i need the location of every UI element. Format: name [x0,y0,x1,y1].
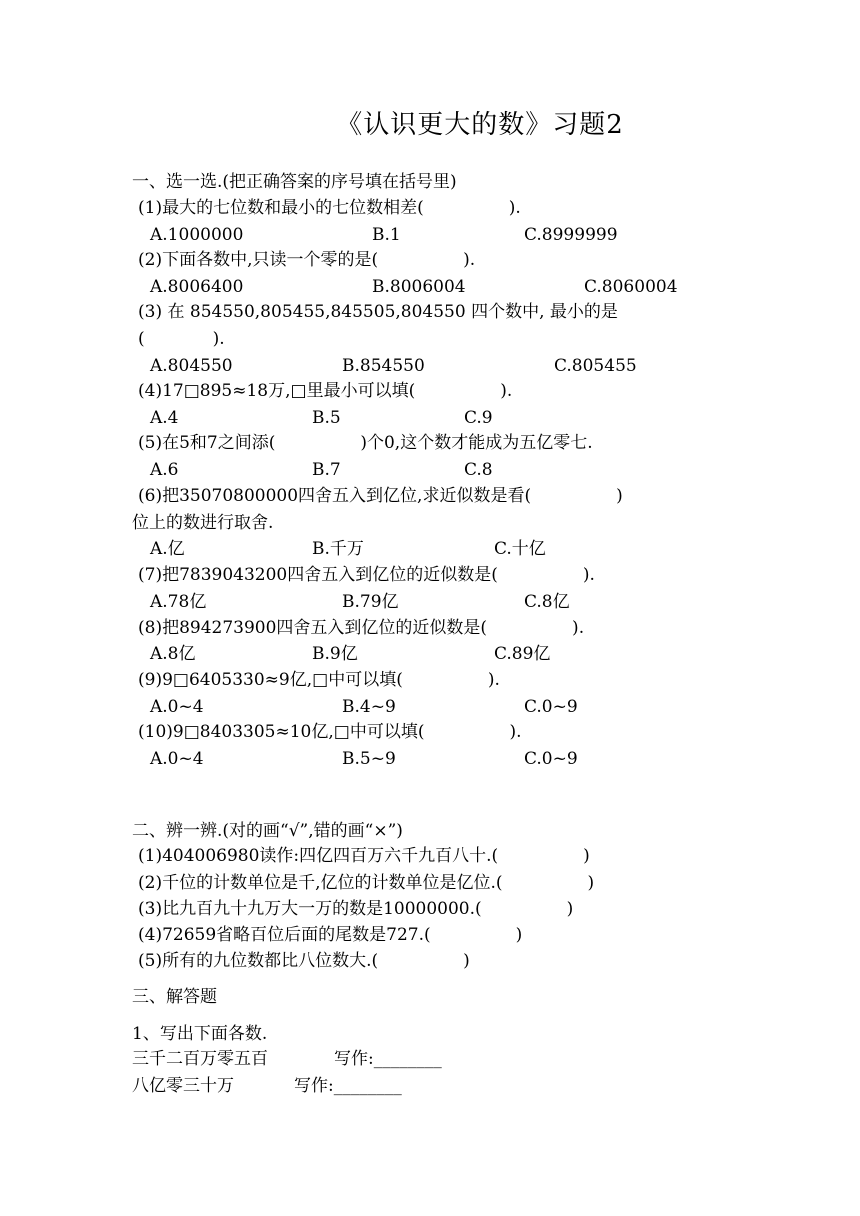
judge-item-1: (1)404006980读作:四亿四百万六千九百八十.( ) [138,846,590,866]
question-6-option-b: B.千万 [312,539,364,559]
judge-item-5: (5)所有的九位数都比八位数大.( ) [138,951,470,971]
question-5-stem: (5)在5和7之间添( )个0,这个数才能成为五亿零七. [138,433,593,453]
section3-question-1: 1、写出下面各数. [132,1024,268,1044]
question-10-option-b: B.5~9 [342,749,396,769]
question-10-option-c: C.0~9 [524,749,578,769]
question-8-option-c: C.89亿 [494,644,551,664]
question-8-stem: (8)把894273900四舍五入到亿位的近似数是( ). [138,618,585,638]
question-4-option-c: C.9 [464,408,493,428]
question-5-option-b: B.7 [312,460,341,480]
question-7-option-a: A.78亿 [150,592,207,612]
question-8-option-b: B.9亿 [312,644,358,664]
question-3-stem: (3) 在 854550,805455,845505,804550 四个数中, 最小的是 [138,302,618,322]
section1-heading: 一、选一选.(把正确答案的序号填在括号里) [132,172,457,192]
section3-heading: 三、解答题 [132,987,217,1007]
question-2-option-c: C.8060004 [584,277,678,297]
number-words-2: 八亿零三十万 [132,1076,234,1096]
number-words-1: 三千二百万零五百 [132,1049,268,1069]
question-2-stem: (2)下面各数中,只读一个零的是( ). [138,250,476,270]
question-9-option-a: A.0~4 [150,697,204,717]
question-4-stem: (4)17□895≈18万,□里最小可以填( ). [138,381,513,401]
question-1-option-b: B.1 [372,225,401,245]
question-3-stem-continued: ( ). [138,329,225,349]
question-6-stem-continued: 位上的数进行取舍. [132,513,274,533]
question-7-option-b: B.79亿 [342,592,399,612]
question-9-option-b: B.4~9 [342,697,396,717]
question-9-option-c: C.0~9 [524,697,578,717]
question-7-stem: (7)把7839043200四舍五入到亿位的近似数是( ). [138,565,595,585]
question-2-option-a: A.8006400 [150,277,244,297]
question-6-stem: (6)把35070800000四舍五入到亿位,求近似数是看( ) [138,486,623,506]
question-6-option-a: A.亿 [150,539,185,559]
question-10-stem: (10)9□8403305≈10亿,□中可以填( ). [138,722,522,742]
question-5-option-c: C.8 [464,460,493,480]
write-blank-1: 写作:________ [334,1049,442,1069]
question-1-stem: (1)最大的七位数和最小的七位数相差( ). [138,198,521,218]
judge-item-3: (3)比九百九十九万大一万的数是10000000.( ) [138,899,574,919]
write-blank-2: 写作:________ [294,1076,402,1096]
question-9-stem: (9)9□6405330≈9亿,□中可以填( ). [138,670,500,690]
judge-item-2: (2)千位的计数单位是千,亿位的计数单位是亿位.( ) [138,873,595,893]
question-3-option-a: A.804550 [150,356,233,376]
question-3-option-c: C.805455 [554,356,637,376]
question-10-option-a: A.0~4 [150,749,204,769]
page-title: 《认识更大的数》习题2 [336,110,624,140]
judge-item-4: (4)72659省略百位后面的尾数是727.( ) [138,925,523,945]
question-6-option-c: C.十亿 [494,539,546,559]
question-3-option-b: B.854550 [342,356,425,376]
question-4-option-a: A.4 [150,408,179,428]
section2-heading: 二、辨一辨.(对的画“√”,错的画“×”) [132,821,403,841]
question-1-option-c: C.8999999 [524,225,618,245]
question-5-option-a: A.6 [150,460,179,480]
question-8-option-a: A.8亿 [150,644,196,664]
question-4-option-b: B.5 [312,408,341,428]
question-1-option-a: A.1000000 [150,225,244,245]
question-2-option-b: B.8006004 [372,277,466,297]
question-7-option-c: C.8亿 [524,592,570,612]
